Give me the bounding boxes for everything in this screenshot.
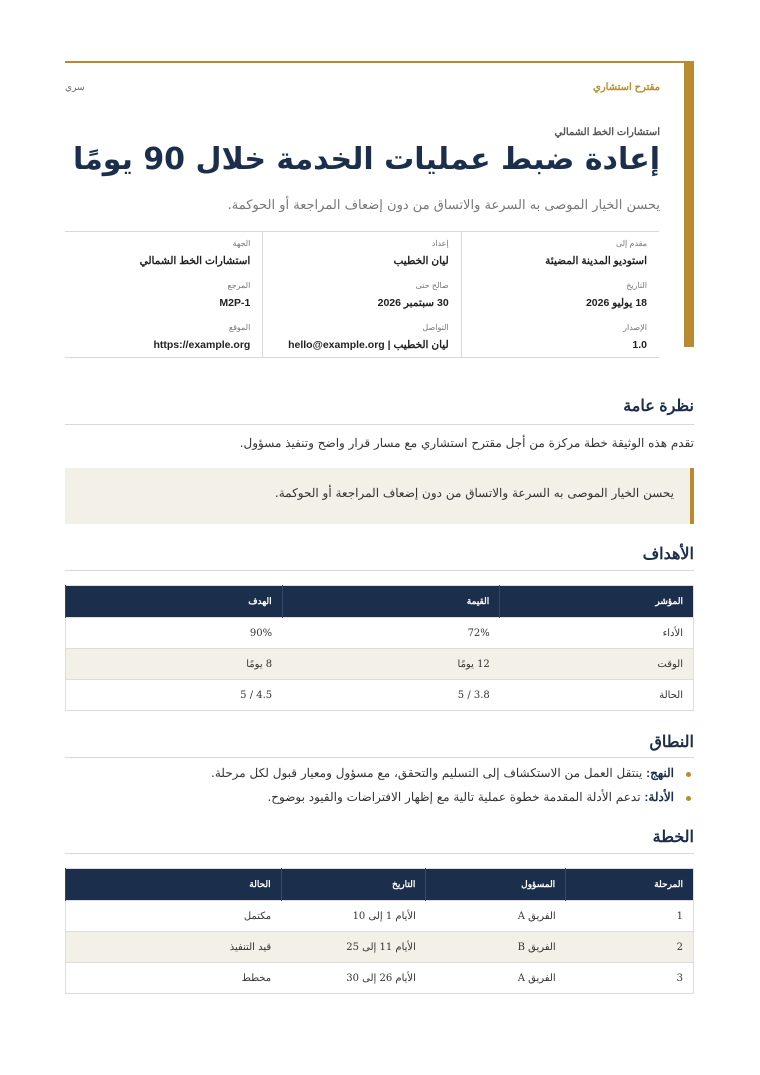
table-header-cell: المسؤول [426, 869, 566, 901]
bullet-dot [686, 772, 691, 777]
callout-text: يحسن الخيار الموصى به السرعة والاتساق من دون إضعاف المراجعة أو الحوكمة. [274, 486, 674, 500]
plan-table [65, 868, 694, 994]
table-header-cell: الحالة [66, 869, 282, 901]
bullet-dot [686, 796, 691, 801]
metadata-value: 18 يوليو 2026 [585, 297, 647, 309]
metadata-label: إعداد [431, 239, 449, 248]
metadata-column [461, 232, 659, 357]
section-divider [65, 853, 694, 854]
metadata-cell [77, 239, 250, 280]
page-subtitle: يحسن الخيار الموصى به السرعة والاتساق من دون إضعاف المراجعة أو الحوكمة. [227, 198, 660, 213]
table-row [66, 963, 694, 994]
table-cell: 12 يومًا [282, 649, 500, 680]
goals-table [65, 585, 694, 711]
table-header-cell: الهدف [66, 586, 283, 618]
table-cell: 4.5 / 5 [66, 680, 283, 711]
scope-heading: النطاق [649, 734, 694, 751]
contact-value[interactable]: ليان الخطيب | hello@example.org [288, 339, 449, 351]
section-divider [65, 757, 694, 758]
table-header-row [66, 586, 694, 618]
metadata-label: المرجع [227, 281, 251, 290]
list-item [211, 790, 694, 814]
table-cell: 90% [66, 618, 283, 649]
table-cell: الفريق A [426, 901, 566, 932]
table-cell: الأداء [500, 618, 694, 649]
list-item-term: الأدلة: [644, 790, 674, 804]
metadata-label: الموقع [228, 323, 251, 332]
table-cell: مكتمل [66, 901, 282, 932]
table-cell: 8 يومًا [66, 649, 283, 680]
table-cell: الفريق B [426, 932, 566, 963]
plan-heading: الخطة [652, 829, 694, 846]
table-cell: قيد التنفيذ [66, 932, 282, 963]
metadata-value: استشارات الخط الشمالي [139, 255, 251, 267]
table-row [66, 680, 694, 711]
organization-name: استشارات الخط الشمالي [554, 127, 660, 138]
table-header-cell: المؤشر [500, 586, 694, 618]
metadata-cell [474, 323, 647, 364]
metadata-value: 30 سبتمبر 2026 [377, 297, 449, 309]
list-item-text: تدعم الأدلة المقدمة خطوة عملية تالية مع إظهار الافتراضات والقيود بوضوح. [267, 790, 641, 804]
metadata-label: مقدم إلى [615, 239, 647, 248]
metadata-grid [65, 231, 659, 358]
table-cell: 72% [282, 618, 500, 649]
table-cell: 1 [566, 901, 694, 932]
overview-heading: نظرة عامة [623, 398, 694, 415]
metadata-label: صالح حتى [415, 281, 449, 290]
metadata-value: M2P-1 [219, 297, 251, 309]
table-cell: 3 [566, 963, 694, 994]
metadata-cell [474, 281, 647, 322]
section-divider [65, 570, 694, 571]
table-row [66, 649, 694, 680]
metadata-value: استوديو المدينة المضيئة [545, 255, 647, 267]
page-title: إعادة ضبط عمليات الخدمة خلال 90 يومًا [72, 142, 660, 177]
metadata-label: الجهة [232, 239, 251, 248]
table-cell: الحالة [500, 680, 694, 711]
list-item-text: ينتقل العمل من الاستكشاف إلى التسليم والتحقق، مع مسؤول ومعيار قبول لكل مرحلة. [211, 766, 643, 780]
table-cell: 3.8 / 5 [282, 680, 500, 711]
table-cell: الأيام 26 إلى 30 [281, 963, 426, 994]
metadata-value: 1.0 [632, 339, 647, 351]
list-item [211, 766, 694, 790]
metadata-label: التاريخ [626, 281, 647, 290]
metadata-cell [474, 239, 647, 280]
metadata-column [65, 232, 262, 357]
table-header-cell: التاريخ [281, 869, 426, 901]
website-link[interactable]: https://example.org [153, 339, 251, 351]
side-accent-bar [684, 61, 694, 347]
table-row [66, 618, 694, 649]
callout-box [65, 468, 694, 524]
table-cell: مخطط [66, 963, 282, 994]
scope-list [211, 766, 694, 814]
table-row [66, 932, 694, 963]
confidentiality-label: سري [65, 82, 85, 92]
table-header-row [66, 869, 694, 901]
metadata-label: التواصل [422, 323, 449, 332]
metadata-column [262, 232, 460, 357]
table-cell: الوقت [500, 649, 694, 680]
document-type: مقترح استشاري [593, 82, 660, 93]
metadata-cell [275, 239, 448, 280]
metadata-value: ليان الخطيب [393, 255, 449, 267]
section-divider [65, 424, 694, 425]
table-header-cell: القيمة [282, 586, 500, 618]
list-item-term: النهج: [646, 766, 674, 780]
table-cell: الفريق A [426, 963, 566, 994]
table-cell: الأيام 1 إلى 10 [281, 901, 426, 932]
metadata-label: الإصدار [623, 323, 647, 332]
top-accent-rule [65, 61, 694, 63]
table-header-cell: المرحلة [566, 869, 694, 901]
overview-text: تقدم هذه الوثيقة خطة مركزة من أجل مقترح استشاري مع مسار قرار واضح وتنفيذ مسؤول. [239, 436, 694, 450]
table-row [66, 901, 694, 932]
metadata-cell [275, 323, 448, 364]
table-cell: 2 [566, 932, 694, 963]
metadata-cell [77, 281, 250, 322]
table-cell: الأيام 11 إلى 25 [281, 932, 426, 963]
metadata-cell [77, 323, 250, 364]
callout-accent-bar [690, 468, 694, 524]
goals-heading: الأهداف [642, 546, 694, 563]
metadata-cell [275, 281, 448, 322]
